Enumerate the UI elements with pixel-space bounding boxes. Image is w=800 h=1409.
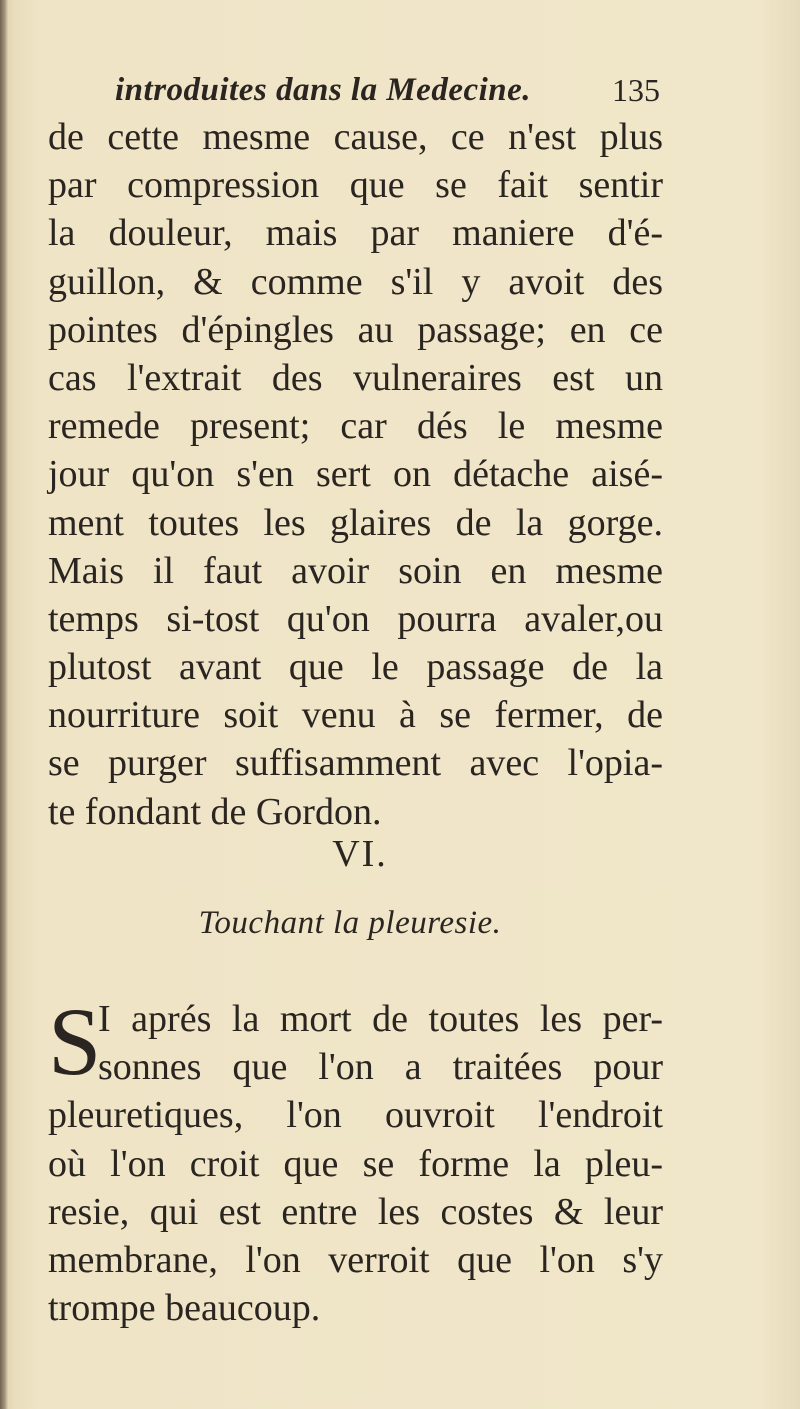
text-line: sonnes que l'on a traitées pour: [98, 1046, 663, 1089]
paragraph-1: [48, 113, 663, 836]
text-line: se purger suffisamment avec l'opia-: [48, 742, 663, 785]
text-line: ment toutes les glaires de la gorge.: [48, 501, 663, 544]
text-line: pointes d'épingles au passage; en ce: [48, 308, 663, 351]
running-head-title: introduites dans la Medecine.: [115, 72, 532, 108]
text-line: te fondant de Gordon.: [48, 790, 382, 833]
text-line: pleuretiques, l'on ouvroit l'endroit: [48, 1094, 663, 1137]
text-line: guillon, & comme s'il y avoit des: [48, 260, 663, 303]
text-line: trompe beaucoup.: [48, 1287, 321, 1330]
text-line: membrane, l'on verroit que l'on s'y: [48, 1238, 663, 1281]
text-line: jour qu'on s'en sert on détache aisé-: [48, 453, 663, 496]
text-line: plutost avant que le passage de la: [48, 646, 663, 689]
text-line: Mais il faut avoir soin en mesme: [48, 549, 663, 592]
text-line: remede present; car dés le mesme: [48, 405, 663, 448]
running-head: [115, 72, 660, 116]
text-line: resie, qui est entre les costes & leur: [48, 1190, 663, 1233]
page-number: 135: [612, 72, 660, 108]
text-line: nourriture soit venu à se fermer, de: [48, 694, 663, 737]
text-line: où l'on croit que se forme la pleu-: [48, 1142, 663, 1185]
section-number: VI.: [332, 833, 388, 875]
text-line: de cette mesme cause, ce n'est plus: [48, 116, 663, 158]
text-line: temps si-tost qu'on pourra avaler,ou: [48, 597, 663, 640]
text-line: cas l'extrait des vulneraires est un: [48, 356, 663, 399]
text-line: par compression que se fait sentir: [48, 164, 663, 207]
page-binding-edge: [0, 0, 8, 1409]
text-line: I aprés la mort de toutes les per-: [98, 998, 663, 1040]
section-title: Touchant la pleuresie.: [198, 905, 502, 941]
drop-cap: S: [48, 988, 102, 1095]
paragraph-2: [48, 988, 663, 1332]
text-line: la douleur, mais par maniere d'é-: [48, 212, 663, 255]
